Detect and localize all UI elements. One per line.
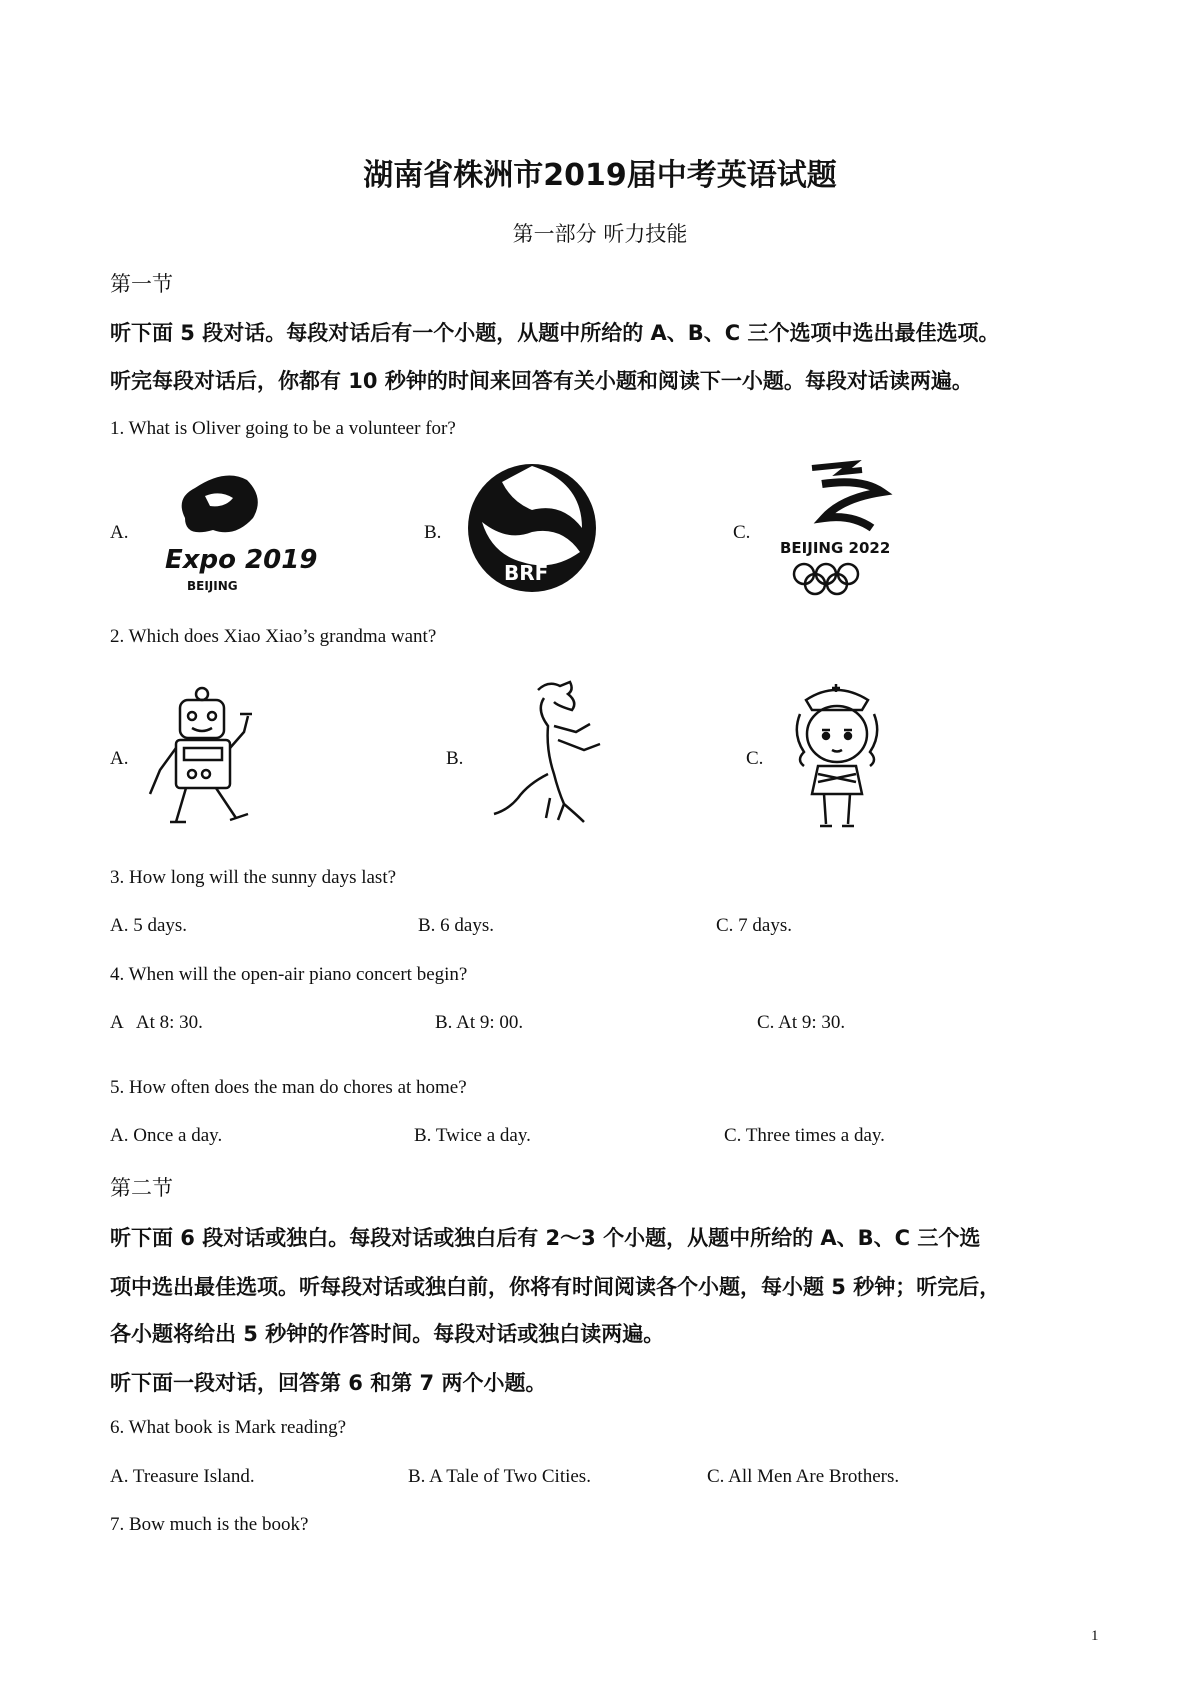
expo-beijing-logo-text: BEIJING (187, 579, 238, 593)
question-3-option-a: A. 5 days. (110, 915, 188, 936)
question-5-option-c: C. Three times a day. (724, 1125, 885, 1146)
question-3-stem: 3. How long will the sunny days last? (110, 867, 397, 888)
section-2-instruction-line-3: 各小题将给出 5 秒钟的作答时间。每段对话或独白读两遍。 (110, 1322, 665, 1346)
beijing-2022-logo-text: BEIJING 2022 (780, 539, 891, 557)
brf-logo-image (462, 462, 602, 597)
question-3-option-b: B. 6 days. (418, 915, 494, 936)
question-3-option-c: C. 7 days. (716, 915, 792, 936)
question-1-option-b-label: B. (424, 522, 442, 543)
page-number: 1 (1091, 1628, 1099, 1644)
expo-2019-logo-text: Expo 2019 (165, 545, 318, 575)
robot-image (140, 686, 270, 826)
question-1-stem: 1. What is Oliver going to be a volunteer for? (110, 418, 456, 439)
part-heading: 第一部分 听力技能 (512, 222, 688, 246)
section-2-instruction-line-2: 项中选出最佳选项。听每段对话或独白前，你将有时间阅读各个小题，每小题 5 秒钟；听完后， (110, 1275, 1001, 1299)
section-1-instruction-line-2: 听完每段对话后，你都有 10 秒钟的时间来回答有关小题和阅读下一小题。每段对话读两遍。 (110, 369, 973, 393)
question-4-stem: 4. When will the open-air piano concert begin? (110, 964, 468, 985)
question-2-stem: 2. Which does Xiao Xiao’s grandma want? (110, 626, 437, 647)
question-5-stem: 5. How often does the man do chores at home? (110, 1077, 467, 1098)
section-1-heading: 第一节 (110, 272, 173, 296)
question-4-option-c: C. At 9: 30. (757, 1012, 846, 1033)
section-2-instruction-line-1: 听下面 6 段对话或独白。每段对话或独白后有 2～3 个小题，从题中所给的 A、B、C 三个选 (110, 1226, 981, 1250)
section-2-heading: 第二节 (110, 1176, 173, 1200)
question-1-option-a-label: A. (110, 522, 129, 543)
document-title: 湖南省株洲市2019届中考英语试题 (363, 158, 837, 193)
question-5-option-b: B. Twice a day. (414, 1125, 531, 1146)
question-6-option-a: A. Treasure Island. (110, 1466, 255, 1487)
beijing-2022-olympics-logo-image (772, 458, 912, 598)
question-4-option-a: A At 8: 30. (110, 1012, 203, 1033)
question-2-option-c-label: C. (746, 748, 764, 769)
question-6-stem: 6. What book is Mark reading? (110, 1417, 347, 1438)
question-4-option-b: B. At 9: 00. (435, 1012, 524, 1033)
section-1-instruction-line-1: 听下面 5 段对话。每段对话后有一个小题，从题中所给的 A、B、C 三个选项中选出最佳选项。 (110, 321, 1000, 345)
question-5-option-a: A. Once a day. (110, 1125, 223, 1146)
nurse-image (782, 674, 892, 834)
dog-image (488, 680, 628, 830)
question-1-option-c-label: C. (733, 522, 751, 543)
brf-logo-text: BRF (504, 561, 549, 585)
question-6-option-b: B. A Tale of Two Cities. (408, 1466, 591, 1487)
question-7-stem: 7. Bow much is the book? (110, 1514, 309, 1535)
question-2-option-a-label: A. (110, 748, 129, 769)
expo-2019-logo-image (155, 468, 318, 596)
section-2-instruction-line-4: 听下面一段对话，回答第 6 和第 7 两个小题。 (110, 1371, 547, 1395)
question-2-option-b-label: B. (446, 748, 464, 769)
question-6-option-c: C. All Men Are Brothers. (707, 1466, 900, 1487)
